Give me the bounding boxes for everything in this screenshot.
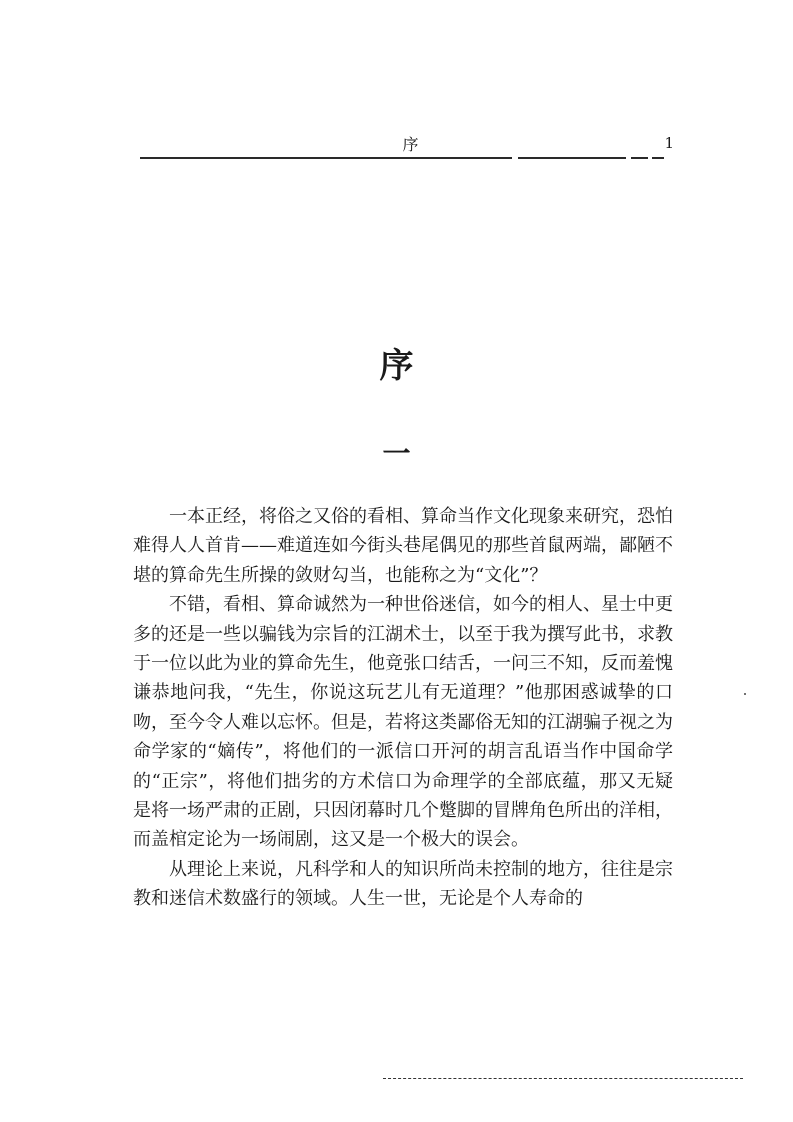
header-rule-break — [512, 155, 518, 160]
paragraph: 从理论上来说，凡科学和人的知识所尚未控制的地方，往往是宗教和迷信术数盛行的领域。人生一世，无论是个人寿命的 — [133, 858, 673, 910]
paragraph: 一本正经，将俗之又俗的看相、算命当作文化现象来研究，恐怕难得人人首肯——难道连如今街头巷尾偶见的那些首鼠两端，鄙陋不堪的算命先生所操的敛财勾当，也能称之为“文化”？ — [133, 506, 673, 586]
header-rule-break — [664, 155, 682, 160]
body-text — [133, 502, 673, 914]
chapter-title: 序 — [379, 346, 414, 386]
running-header — [140, 128, 682, 162]
footer-scan-line — [383, 1078, 743, 1079]
section-number: 一 — [382, 437, 411, 470]
header-rule-break — [648, 155, 652, 160]
scan-speck — [744, 693, 746, 695]
header-rule — [140, 157, 682, 159]
page-number: 1 — [664, 134, 674, 152]
header-rule-break — [626, 155, 631, 160]
paragraph: 不错，看相、算命诚然为一种世俗迷信，如今的相人、星士中更多的还是一些以骗钱为宗旨的江湖术士，以至于我为撰写此书，求教于一位以此为业的算命先生，他竟张口结舌，一问三不知，反而羞愧谦恭地问我，“先生，你说这玩艺儿有无道理？”他那困惑诚挚的口吻，至今令人难以忘怀。但是，若将这类鄙俗无知的江湖骗子视之为命学家的“嫡传”，将他们的一派信口开河的胡言乱语当作中国命学的“正宗”，将他们拙劣的方术信口为命理学的全部底蕴，那又无疑是将一场严肃的正剧，只因闭幕时几个蹩脚的冒牌角色所出的洋相，而盖棺定论为一场闹剧，这又是一个极大的误会。 — [133, 594, 673, 851]
running-title: 序 — [402, 135, 420, 154]
